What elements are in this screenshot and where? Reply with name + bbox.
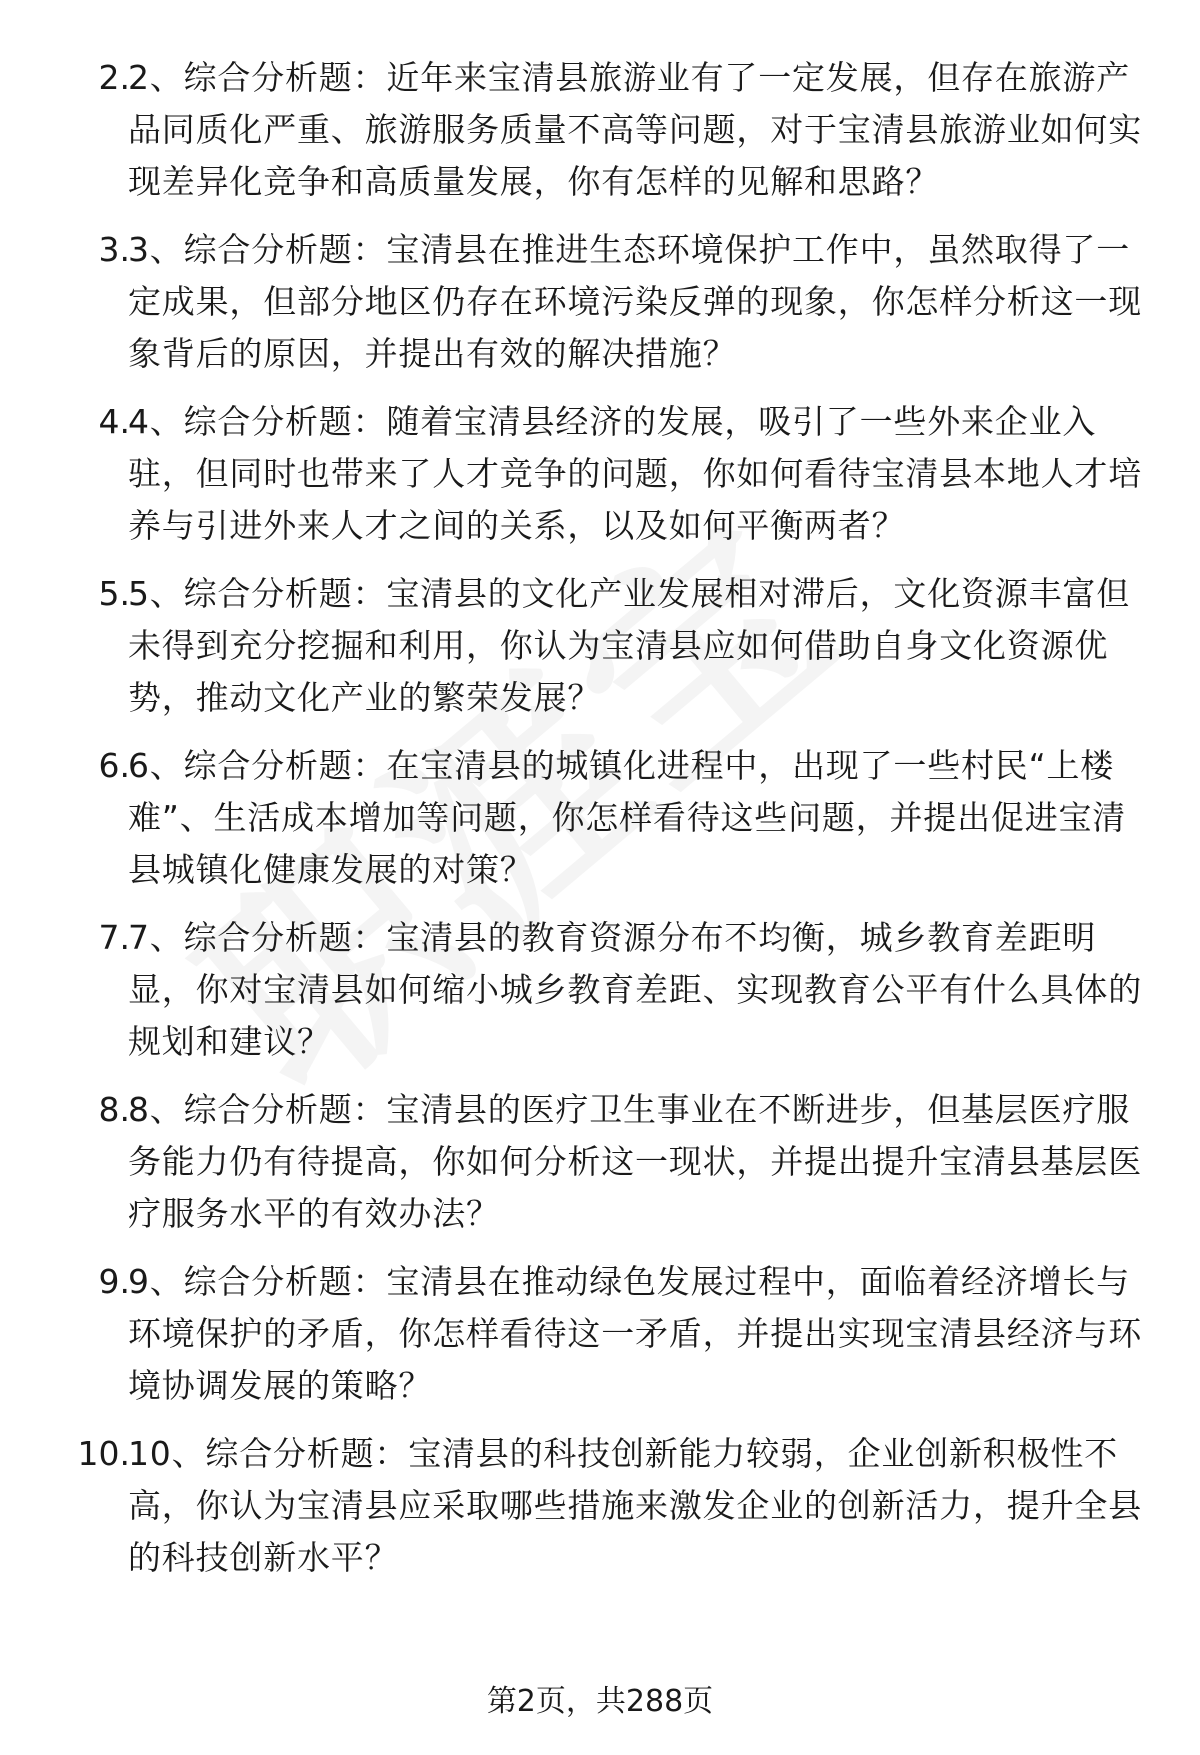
question-number: 3.: [98, 230, 130, 269]
question-text: 2、综合分析题：近年来宝清县旅游业有了一定发展，但存在旅游产品同质化严重、旅游服务质量不高等问题，对于宝清县旅游业如何实现差异化竞争和高质量发展，你有怎样的见解和思路？: [128, 58, 1142, 201]
question-item: [0, 1256, 1200, 1428]
question-item: [0, 740, 1200, 912]
question-item: [0, 568, 1200, 740]
question-item: [0, 52, 1200, 224]
question-text: 8、综合分析题：宝清县的医疗卫生事业在不断进步，但基层医疗服务能力仍有待提高，你如何分析这一现状，并提出提升宝清县基层医疗服务水平的有效办法？: [128, 1090, 1142, 1233]
question-list: [0, 52, 1200, 1600]
question-number: 6.: [98, 746, 130, 785]
question-number: 7.: [98, 918, 130, 957]
question-number: 8.: [98, 1090, 130, 1129]
question-text: 9、综合分析题：宝清县在推动绿色发展过程中，面临着经济增长与环境保护的矛盾，你怎样看待这一矛盾，并提出实现宝清县经济与环境协调发展的策略？: [128, 1262, 1142, 1405]
question-item: [0, 224, 1200, 396]
question-number: 2.: [98, 58, 130, 97]
question-text: 10、综合分析题：宝清县的科技创新能力较弱，企业创新积极性不高，你认为宝清县应采取哪些措施来激发企业的创新活力，提升全县的科技创新水平？: [128, 1434, 1142, 1577]
question-item: [0, 396, 1200, 568]
question-text: 6、综合分析题：在宝清县的城镇化进程中，出现了一些村民“上楼难”、生活成本增加等问题，你怎样看待这些问题，并提出促进宝清县城镇化健康发展的对策？: [128, 746, 1127, 889]
question-item: [0, 912, 1200, 1084]
page-footer: 第2页，共288页: [486, 1684, 714, 1719]
question-text: 3、综合分析题：宝清县在推进生态环境保护工作中，虽然取得了一定成果，但部分地区仍存在环境污染反弹的现象，你怎样分析这一现象背后的原因，并提出有效的解决措施？: [128, 230, 1142, 373]
question-text: 7、综合分析题：宝清县的教育资源分布不均衡，城乡教育差距明显，你对宝清县如何缩小城乡教育差距、实现教育公平有什么具体的规划和建议？: [128, 918, 1142, 1061]
question-text: 5、综合分析题：宝清县的文化产业发展相对滞后，文化资源丰富但未得到充分挖掘和利用，你认为宝清县应如何借助自身文化资源优势，推动文化产业的繁荣发展？: [128, 574, 1130, 717]
question-number: 10.: [77, 1434, 130, 1473]
question-number: 4.: [98, 402, 130, 441]
question-item: [0, 1084, 1200, 1256]
question-number: 9.: [98, 1262, 130, 1301]
question-number: 5.: [98, 574, 130, 613]
question-item: [0, 1428, 1200, 1600]
question-text: 4、综合分析题：随着宝清县经济的发展，吸引了一些外来企业入驻，但同时也带来了人才竞争的问题，你如何看待宝清县本地人才培养与引进外来人才之间的关系，以及如何平衡两者？: [128, 402, 1142, 545]
